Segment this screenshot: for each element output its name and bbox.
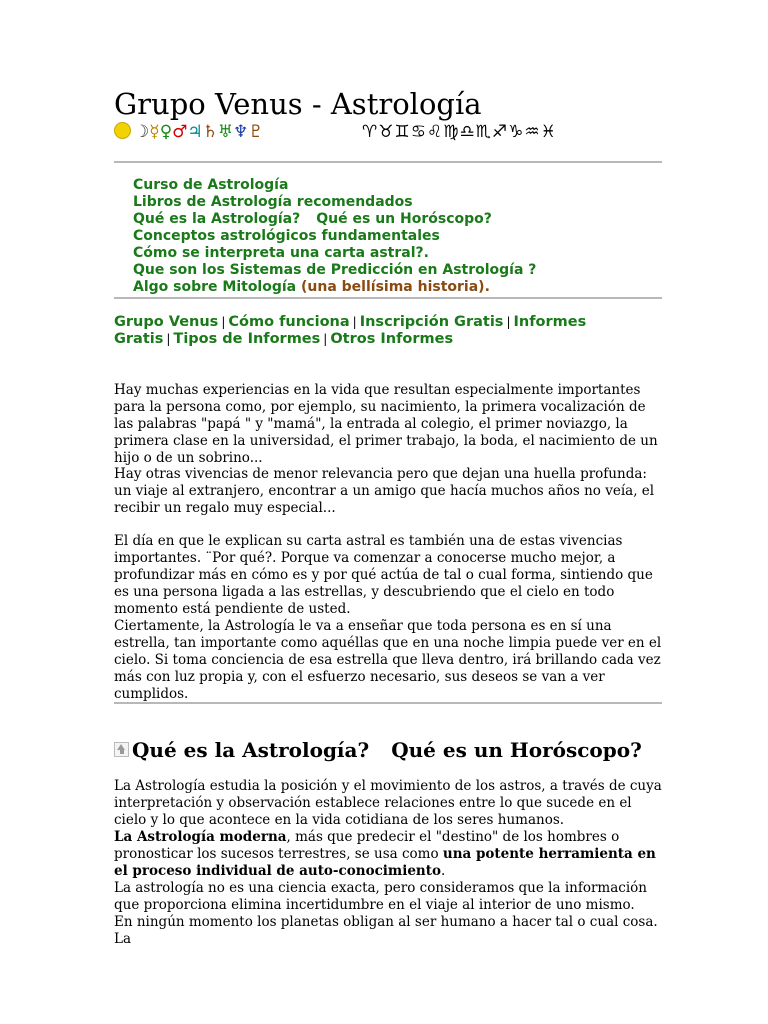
neptune-icon: ♆ — [233, 122, 249, 142]
mitologia-note[interactable]: (una bellísima historia). — [296, 279, 490, 295]
uranus-icon: ♅ — [217, 122, 234, 142]
section-bold: una potente herramienta en el proceso individual de auto-conocimiento — [114, 846, 656, 879]
intro-paragraph: Hay otras vivencias de menor relevancia pero que dejan una huella profunda: un viaje al extranjero, encontrar a un amigo que hacía muchos años no veía, el recibir un regalo muy especial... — [114, 466, 655, 516]
mars-icon: ♂ — [172, 122, 188, 142]
pluto-icon: ♇ — [248, 122, 264, 142]
section-text: . — [441, 863, 446, 879]
menu-link-curso[interactable]: Curso de Astrología — [133, 177, 289, 193]
venus-icon: ♀ — [159, 122, 173, 142]
divider — [114, 702, 662, 704]
section-title — [114, 737, 642, 763]
nav-link-como-funciona[interactable]: Cómo funciona — [228, 314, 350, 330]
nav-link-inscripcion[interactable]: Inscripción Gratis — [359, 314, 504, 330]
site-title: Grupo Venus - Astrología — [114, 87, 482, 121]
main-menu — [133, 177, 536, 296]
nav-link-informes-gratis[interactable]: Informes Gratis — [114, 314, 587, 347]
nav-link-grupo-venus[interactable]: Grupo Venus — [114, 314, 219, 330]
menu-link-que-es-astrologia[interactable]: Qué es la Astrología? — [133, 211, 301, 227]
section-title-horoscopo: Qué es un Horóscopo? — [391, 738, 642, 762]
nav-bar: Grupo Venus | Cómo funciona | Inscripción Gratis | Informes Gratis | Tipos de Informes | Otros Informes — [114, 314, 587, 347]
nav-link-tipos-informes[interactable]: Tipos de Informes — [173, 331, 321, 347]
section-text: , más que predecir el "destino" de los hombres o pronosticar los sucesos terrestres, se usa como — [114, 829, 620, 862]
section-text: La Astrología estudia la posición y el movimiento de los astros, a través de cuya interpretación y observación establece relaciones entre lo que sucede en el cielo y lo que acontece en la vida cotidiana de los seres humanos. — [114, 778, 662, 828]
menu-link-que-es-horoscopo[interactable]: Qué es un Horóscopo? — [316, 211, 492, 227]
menu-link-conceptos[interactable]: Conceptos astrológicos fundamentales — [133, 228, 440, 244]
jupiter-icon: ♃ — [187, 122, 203, 142]
intro-paragraph: Hay muchas experiencias en la vida que resultan especialmente importantes para la persona como, por ejemplo, su nacimiento, la primera vocalización de las palabras "papá " y "mamá", la entrada al colegio, el primer noviazgo, la primera clase en la universidad, el primer trabajo, la boda, el nacimiento de un hijo o de un sobrino... — [114, 382, 658, 466]
astro-symbols — [114, 120, 557, 144]
saturn-icon: ♄ — [202, 122, 218, 142]
sun-icon — [114, 122, 131, 139]
moon-icon: ☽ — [134, 122, 150, 142]
menu-link-sistemas-prediccion[interactable]: Que son los Sistemas de Predicción en Astrología ? — [133, 262, 537, 278]
zodiac-signs-icon: ♈♉♊♋♌♍♎♏♐♑♒♓ — [362, 122, 557, 142]
arrow-up-icon[interactable] — [114, 742, 129, 757]
divider — [114, 161, 662, 163]
section-body — [114, 778, 662, 948]
menu-link-carta-astral[interactable]: Cómo se interpreta una carta astral?. — [133, 245, 429, 261]
section-text: La astrología no es una ciencia exacta, pero consideramos que la información que proporciona elimina incertidumbre en el viaje al interior de uno mismo. — [114, 880, 647, 913]
nav-link-otros-informes[interactable]: Otros Informes — [330, 331, 454, 347]
intro-paragraph: El día en que le explican su carta astral es también una de estas vivencias importantes. ¨Por qué?. Porque va comenzar a conocerse mucho mejor, a profundizar más en cómo es y por qué actúa de tal o cual forma, sintiendo que es una persona ligada a las estrellas, y descubriendo que el cielo en todo momento está pendiente de usted. — [114, 533, 653, 617]
section-text: En ningún momento los planetas obligan al ser humano a hacer tal o cual cosa. La — [114, 914, 658, 947]
section-bold: La Astrología moderna — [114, 829, 287, 845]
divider — [114, 297, 662, 299]
intro-paragraph: Ciertamente, la Astrología le va a enseñar que toda persona es en sí una estrella, tan importante como aquéllas que en una noche limpia puede ver en el cielo. Si toma conciencia de esa estrella que lleva dentro, irá brillando cada vez más con luz propia y, con el esfuerzo necesario, sus deseos se van a ver cumplidos. — [114, 618, 662, 702]
section-title-astrologia: Qué es la Astrología? — [132, 738, 370, 762]
mercury-icon: ☿ — [149, 122, 160, 142]
menu-link-libros[interactable]: Libros de Astrología recomendados — [133, 194, 413, 210]
menu-link-mitologia[interactable]: Algo sobre Mitología — [133, 279, 297, 295]
